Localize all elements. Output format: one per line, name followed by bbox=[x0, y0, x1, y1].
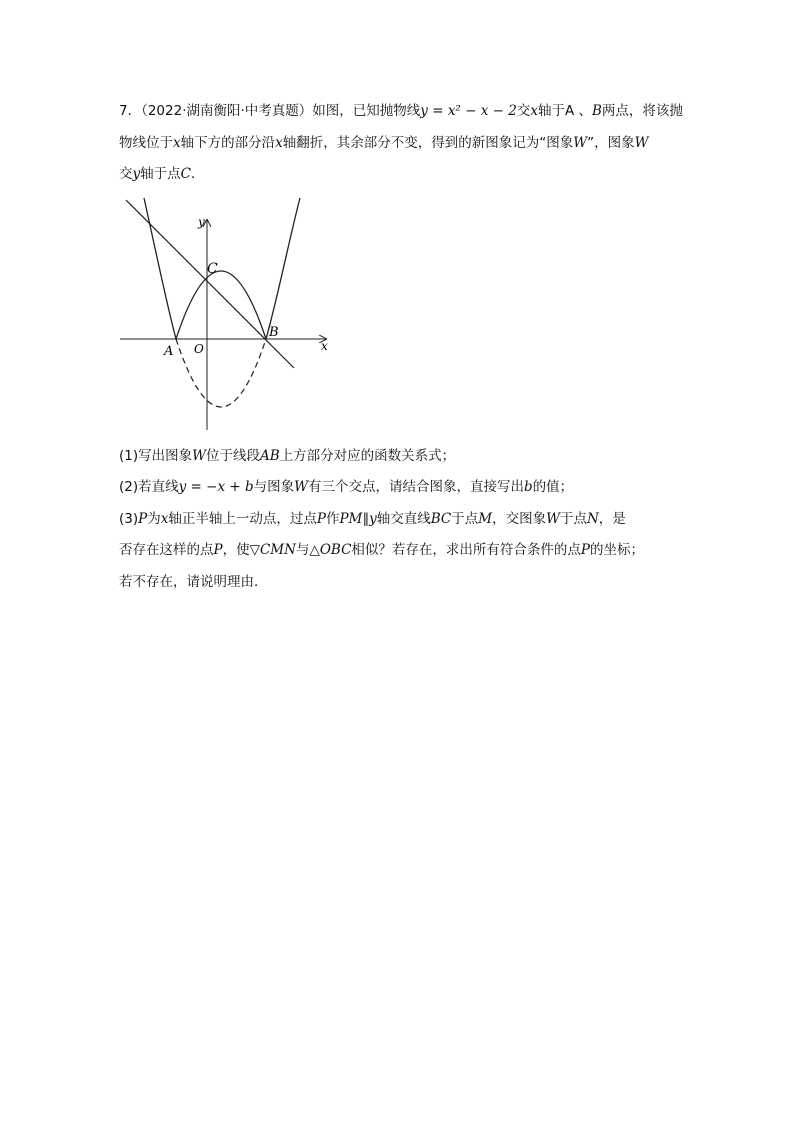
text: 如图，已知抛物线 bbox=[312, 103, 421, 119]
text: 交 bbox=[516, 103, 531, 119]
text: 于点 bbox=[559, 511, 587, 527]
line-equation: y = −x + b bbox=[178, 479, 254, 495]
math-var: x bbox=[173, 135, 181, 151]
figure-svg bbox=[118, 196, 334, 432]
text: 轴正半轴上一动点，过点 bbox=[168, 511, 317, 527]
problem-line-2 bbox=[119, 133, 689, 153]
math-var: W bbox=[192, 448, 207, 464]
text: 位于线段 bbox=[206, 448, 261, 464]
math-var: C bbox=[180, 166, 191, 182]
math-var: P bbox=[580, 542, 590, 558]
parabola-figure bbox=[118, 196, 334, 432]
math-var: P bbox=[316, 511, 326, 527]
math-var: W bbox=[634, 135, 649, 151]
text: 轴于点 bbox=[140, 166, 181, 182]
math-var: BC bbox=[430, 511, 452, 527]
question-2 bbox=[119, 477, 689, 497]
text: 作 bbox=[325, 511, 340, 527]
text: 上方部分对应的函数关系式； bbox=[279, 448, 456, 464]
text: ∥ bbox=[362, 511, 370, 527]
math-var: P bbox=[213, 542, 223, 558]
math-var: y bbox=[132, 166, 141, 182]
text: 的值； bbox=[532, 479, 574, 495]
text: ，使 bbox=[222, 542, 250, 558]
text: 轴于A 、 bbox=[537, 103, 592, 119]
line-bc bbox=[126, 200, 294, 368]
text: ，交图象 bbox=[492, 511, 547, 527]
text: 轴交直线 bbox=[376, 511, 431, 527]
math-var: M bbox=[478, 511, 493, 527]
problem-number: 7． bbox=[119, 103, 142, 119]
math-var: W bbox=[546, 511, 560, 527]
text: 于点 bbox=[451, 511, 479, 527]
label-point-c: C bbox=[207, 261, 218, 277]
question-3-line-2 bbox=[119, 540, 689, 560]
text: 两点，将该抛 bbox=[601, 103, 683, 119]
label-point-a: A bbox=[164, 344, 174, 359]
label-point-b: B bbox=[269, 325, 279, 340]
reflected-arc bbox=[176, 271, 266, 339]
dashed-lower-arc bbox=[176, 339, 266, 407]
text: (3) bbox=[119, 511, 139, 527]
math-var: ▽CMN bbox=[249, 542, 296, 558]
math-var: x bbox=[275, 135, 283, 151]
math-var: x bbox=[160, 511, 169, 527]
text: 交 bbox=[119, 166, 133, 182]
math-var: W bbox=[294, 479, 308, 495]
problem-line-3 bbox=[119, 164, 689, 184]
problem-source: （2022·湖南衡阳·中考真题） bbox=[141, 103, 313, 119]
text: 与图象 bbox=[253, 479, 295, 495]
math-var: y bbox=[369, 511, 377, 527]
text: 与 bbox=[295, 542, 310, 558]
math-var: b bbox=[524, 479, 533, 495]
problem-line-1 bbox=[119, 101, 689, 121]
text: 相似？若存在，求出所有符合条件的点 bbox=[351, 542, 581, 558]
text: ”，图象 bbox=[587, 135, 635, 151]
math-var: P bbox=[138, 511, 148, 527]
question-3-line-1 bbox=[119, 509, 689, 529]
parabola-equation: y = x² − x − 2 bbox=[420, 103, 517, 119]
math-var: N bbox=[586, 511, 599, 527]
text: 为 bbox=[147, 511, 161, 527]
label-y-axis: y bbox=[198, 215, 205, 229]
text: 否存在这样的点 bbox=[119, 542, 214, 558]
question-3-line-3 bbox=[119, 572, 689, 592]
math-var: B bbox=[592, 103, 602, 119]
parabola-right-branch bbox=[266, 198, 300, 339]
math-var: x bbox=[530, 103, 538, 119]
text: 有三个交点，请结合图象，直接写出 bbox=[308, 479, 524, 495]
text: ． bbox=[190, 166, 205, 182]
text: (2)若直线 bbox=[119, 479, 179, 495]
text: 轴翻折，其余部分不变，得到的新图象记为“图象 bbox=[282, 135, 574, 151]
label-x-axis: x bbox=[321, 339, 328, 353]
math-var: PM bbox=[339, 511, 363, 527]
parabola-left-branch bbox=[144, 198, 176, 339]
text: 轴下方的部分沿 bbox=[180, 135, 276, 151]
math-var: W bbox=[573, 135, 588, 151]
text: 的坐标； bbox=[590, 542, 644, 558]
label-origin: O bbox=[194, 342, 204, 356]
text: 若不存在，请说明理由． bbox=[119, 574, 268, 590]
text: (1)写出图象 bbox=[119, 448, 193, 464]
math-var: AB bbox=[260, 448, 280, 464]
math-var: △OBC bbox=[309, 542, 352, 558]
question-1 bbox=[119, 446, 689, 466]
text: ，是 bbox=[598, 511, 626, 527]
text: 物线位于 bbox=[119, 135, 173, 151]
